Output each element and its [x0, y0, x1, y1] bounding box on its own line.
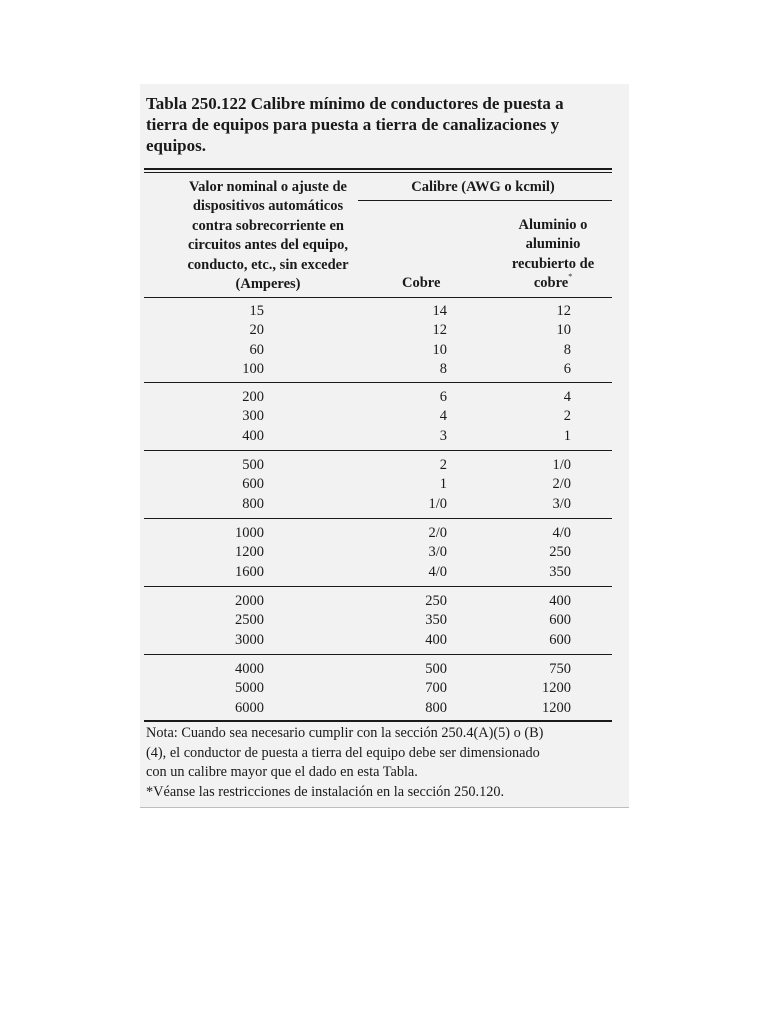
footnote-marker: *	[568, 272, 573, 282]
rating-cell: 100	[242, 361, 264, 378]
row-group	[140, 302, 629, 380]
note-line: Nota: Cuando sea necesario cumplir con la sección 250.4(A)(5) o (B)	[146, 725, 544, 741]
row-group	[140, 660, 629, 718]
rating-cell: 1000	[235, 525, 264, 541]
note-line: con un calibre mayor que el dado en esta Tabla.	[146, 764, 418, 781]
cobre-cell: 800	[425, 699, 447, 716]
row-group	[140, 456, 629, 514]
group-divider	[144, 654, 612, 655]
header-calibre: Calibre (AWG o kcmil)	[411, 179, 555, 195]
table-row	[140, 456, 629, 475]
table-row	[140, 524, 629, 543]
header-rating-line: conducto, etc., sin exceder	[187, 256, 349, 273]
table-row	[140, 699, 629, 718]
header-rating-column	[144, 178, 392, 294]
cobre-cell: 350	[425, 612, 447, 629]
group-divider	[144, 518, 612, 519]
note-line: (4), el conductor de puesta a tierra del equipo debe ser dimensionado	[146, 744, 540, 761]
cobre-cell: 1/0	[428, 495, 447, 512]
header-aluminio-line: aluminio	[525, 236, 581, 253]
table-notes	[146, 724, 622, 802]
rating-cell: 3000	[235, 631, 264, 648]
header-aluminio-line	[498, 274, 608, 293]
table-row	[140, 563, 629, 582]
aluminio-cell: 350	[549, 563, 571, 580]
aluminio-cell: 4	[563, 389, 571, 405]
aluminio-cell: 1200	[542, 699, 571, 716]
rating-cell: 1200	[235, 544, 264, 561]
rating-cell: 15	[249, 303, 264, 319]
aluminio-cell: 4/0	[552, 525, 571, 541]
aluminio-cell: 2/0	[552, 476, 571, 493]
cobre-cell: 6	[439, 389, 447, 405]
cobre-cell: 2/0	[428, 525, 447, 541]
aluminio-cell: 6	[563, 361, 571, 378]
header-rating-line: contra sobrecorriente en	[192, 217, 344, 234]
calibre-underline	[358, 200, 612, 201]
top-rule-secondary	[144, 172, 612, 173]
aluminio-cell: 8	[563, 341, 571, 358]
cobre-cell: 3/0	[428, 544, 447, 561]
rating-cell: 20	[249, 322, 264, 339]
table-row	[140, 611, 629, 630]
header-rating-line: (Amperes)	[235, 276, 301, 293]
table-row	[140, 407, 629, 426]
table-row	[140, 631, 629, 650]
rating-cell: 800	[242, 495, 264, 512]
top-rule	[144, 168, 612, 170]
aluminio-cell: 750	[549, 661, 571, 677]
rating-cell: 500	[242, 457, 264, 473]
footnote-line: *Véanse las restricciones de instalación en la sección 250.120.	[146, 783, 505, 800]
aluminio-cell: 600	[549, 612, 571, 629]
aluminio-cell: 1	[563, 427, 571, 444]
table-row	[140, 475, 629, 494]
aluminio-cell: 3/0	[552, 495, 571, 512]
aluminio-cell: 10	[556, 322, 571, 339]
table-row	[140, 360, 629, 379]
header-rating-line: circuitos antes del equipo,	[187, 237, 349, 254]
cobre-cell: 8	[439, 361, 447, 378]
title-line: equipos.	[146, 136, 206, 155]
rating-cell: 2000	[235, 593, 264, 609]
table-title	[146, 93, 616, 156]
aluminio-cell: 1/0	[552, 457, 571, 473]
title-line: tierra de equipos para puesta a tierra de canalizaciones y	[146, 115, 560, 134]
row-group	[140, 592, 629, 650]
table-row	[140, 592, 629, 611]
table-row	[140, 427, 629, 446]
cobre-cell: 4	[439, 408, 447, 425]
cobre-cell: 1	[439, 476, 447, 493]
header-rating-line: Valor nominal o ajuste de	[189, 179, 347, 195]
cobre-cell: 250	[425, 593, 447, 609]
rating-cell: 60	[249, 341, 264, 358]
cobre-cell: 2	[439, 457, 447, 473]
header-aluminio-line: recubierto de	[511, 255, 595, 272]
cobre-cell: 700	[425, 680, 447, 697]
bottom-rule	[144, 720, 612, 722]
rating-cell: 2500	[235, 612, 264, 629]
rating-cell: 400	[242, 427, 264, 444]
table-page	[140, 84, 629, 808]
cobre-cell: 4/0	[428, 563, 447, 580]
aluminio-cell: 400	[549, 593, 571, 609]
rating-cell: 6000	[235, 699, 264, 716]
header-aluminio-last: cobre	[533, 275, 569, 292]
rating-cell: 5000	[235, 680, 264, 697]
aluminio-cell: 2	[563, 408, 571, 425]
cobre-cell: 3	[439, 427, 447, 444]
title-line: Tabla 250.122 Calibre mínimo de conductores de puesta a	[146, 94, 564, 113]
table-row	[140, 321, 629, 340]
rating-cell: 1600	[235, 563, 264, 580]
cobre-cell: 12	[432, 322, 447, 339]
table-row	[140, 679, 629, 698]
group-divider	[144, 382, 612, 383]
rating-cell: 600	[242, 476, 264, 493]
table-row	[140, 302, 629, 321]
row-group	[140, 388, 629, 446]
group-divider	[144, 586, 612, 587]
table-row	[140, 341, 629, 360]
cobre-cell: 14	[432, 303, 447, 319]
aluminio-cell: 250	[549, 544, 571, 561]
cobre-cell: 500	[425, 661, 447, 677]
header-aluminio-line: Aluminio o	[518, 217, 588, 233]
rating-cell: 4000	[235, 661, 264, 677]
group-divider	[144, 450, 612, 451]
aluminio-cell: 1200	[542, 680, 571, 697]
table-row	[140, 495, 629, 514]
header-cobre: Cobre	[402, 275, 441, 291]
rating-cell: 300	[242, 408, 264, 425]
rating-cell: 200	[242, 389, 264, 405]
header-rating-line: dispositivos automáticos	[192, 198, 344, 215]
aluminio-cell: 12	[556, 303, 571, 319]
table-row	[140, 660, 629, 679]
table-row	[140, 543, 629, 562]
aluminio-cell: 600	[549, 631, 571, 648]
cobre-cell: 10	[432, 341, 447, 358]
header-aluminio	[498, 216, 608, 294]
cobre-cell: 400	[425, 631, 447, 648]
header-bottom-rule	[144, 297, 612, 298]
row-group	[140, 524, 629, 582]
table-row	[140, 388, 629, 407]
